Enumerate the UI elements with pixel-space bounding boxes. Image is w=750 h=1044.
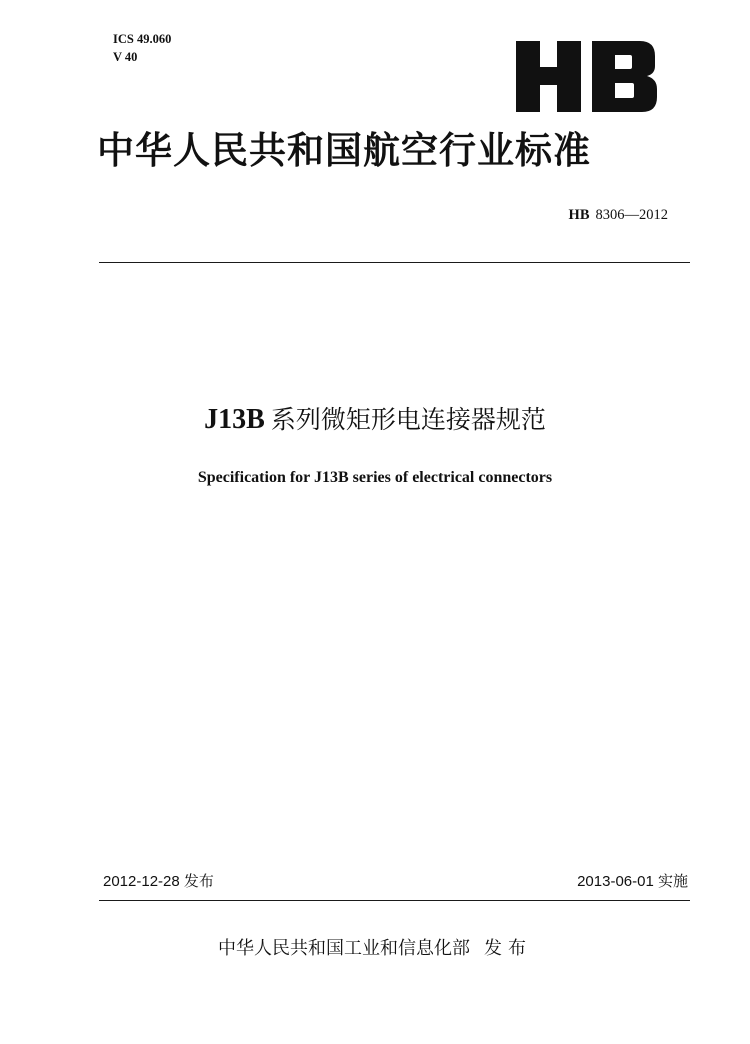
- standard-code: 8306—2012: [595, 207, 668, 223]
- standard-number: [569, 207, 668, 224]
- document-title-text: 系列微矩形电连接器规范: [270, 405, 546, 434]
- ccs-code: V 40: [113, 50, 138, 64]
- footer-divider: [99, 900, 690, 901]
- hb-logo: [516, 41, 657, 112]
- document-code: J13B: [204, 404, 265, 435]
- document-title-en: Specification for J13B series of electrical connectors: [197, 469, 553, 486]
- issuer-action: 发布: [484, 938, 532, 959]
- header-divider: [99, 262, 690, 263]
- implementation-date: 2013-06-01 实施: [577, 873, 688, 890]
- standard-category-title: 中华人民共和国航空行业标准: [97, 129, 591, 172]
- ics-code: ICS 49.060: [113, 32, 172, 46]
- classification-codes: [113, 30, 171, 66]
- issuing-authority: [0, 934, 750, 960]
- standard-prefix: HB: [568, 207, 590, 223]
- issue-date: 2012-12-28 发布: [103, 873, 214, 890]
- issuer-org: 中华人民共和国工业和信息化部: [218, 938, 470, 959]
- document-title-cn: [0, 400, 750, 436]
